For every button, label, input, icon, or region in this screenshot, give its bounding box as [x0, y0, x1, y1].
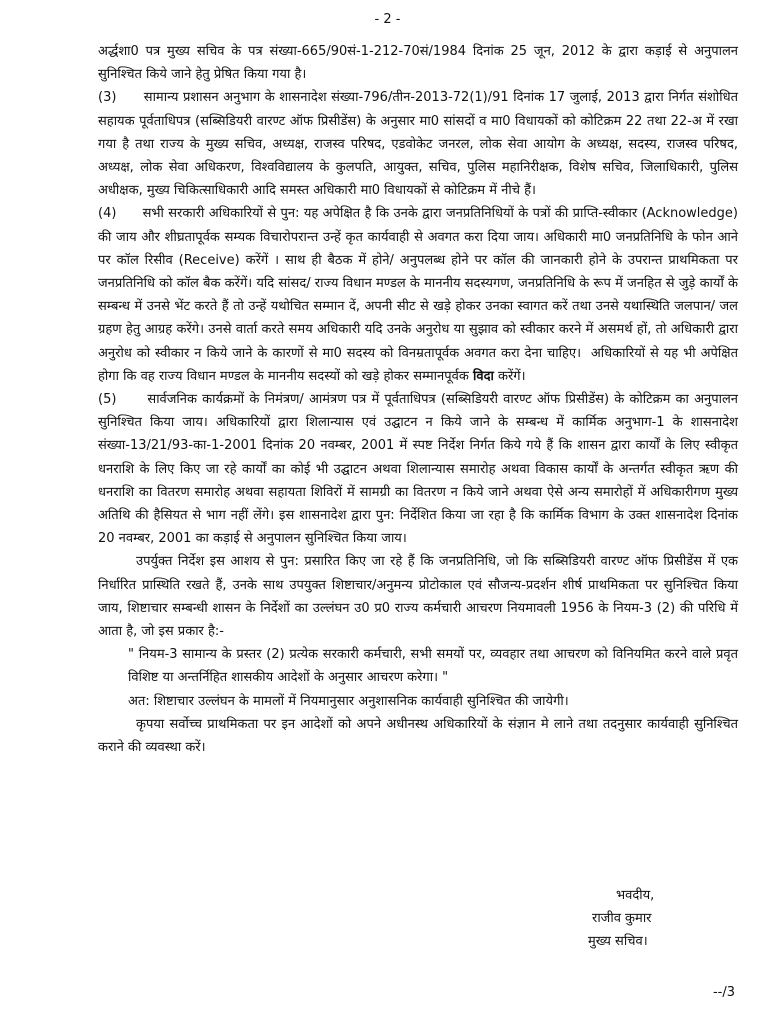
signatory-designation: मुख्य सचिव। — [588, 934, 648, 949]
paragraph-4-bold-word: विदा — [472, 368, 494, 384]
paragraph-instructions: उपर्युक्त निर्देश इस आशय से पुन: प्रसारित किए जा रहे हैं कि जनप्रतिनिधि, जो कि सब्सिडियरी वारण्ट ऑफ प्रिसीडेंस में एक निर्धारित प्रास्थिति रखते हैं, उनके साथ उपयुक्त शिष्टाचार/अनुमन्य प्रोटोकाल एवं सौजन्य-प्रदर्शन शीर्ष प्राथमिकता पर सुनिश्चित किया जाय, शिष्टाचार सम्बन्धी शासन के निर्देशों का उल्लंघन उ0 प्र0 राज्य कर्मचारी आचरण नियमावली 1956 के नियम-3 (2) की परिधि में आता है, जो इस प्रकार है:- — [98, 554, 738, 640]
rule-quote: " नियम-3 सामान्य के प्रस्तर (2) प्रत्येक सरकारी कर्मचारी, सभी समयों पर, व्यवहार तथा आचरण को विनियमित करने वाले प्रवृत विशिष्ट या अन्तर्निहित शासकीय आदेशों के अनुसार आचरण करेगा। " — [128, 647, 738, 686]
signatory-name: राजीव कुमार — [592, 911, 652, 926]
letter-body — [98, 40, 743, 759]
paragraph-5: (5) सार्वजनिक कार्यक्रमों के निमंत्रण/ आमंत्रण पत्र में पूर्वताधिपत्र (सब्सिडियरी वारण्ट ऑफ प्रिसीडेंस) के कोटिक्रम का अनुपालन सुनिश्चित किया जाय। अधिकारियों द्वारा शिलान्यास एवं उद्घाटन न किये जाने के सम्बन्ध में कार्मिक अनुभाग-1 के शासनादेश संख्या-13/21/93-का-1-2001 दिनांक 20 नवम्बर, 2001 में स्पष्ट निर्देश निर्गत किये गये हैं कि शासन द्वारा कार्यों के लिए स्वीकृत धनराशि के लिए किए जा रहे कार्यों का कोई भी उद्घाटन अथवा शिलान्यास समारोह अथवा विकास कार्यों के अन्तर्गत स्वीकृत ऋण की धनराशि का वितरण समारोह अथवा सहायता शिविरों में सामग्री का वितरण न किये जाने अथवा ऐसे अन्य समारोहों में अधिकारीगण मुख्य अतिथि की हैसियत से भाग नहीं लेंगे। इस शासनादेश द्वारा पुन: निर्देशित किया जा रहा है कि कार्मिक विभाग के उक्त शासनादेश दिनांक 20 नवम्बर, 2001 का कड़ाई से अनुपालन सुनिश्चित किया जाय। — [98, 392, 743, 547]
page-number: - 2 - — [374, 12, 401, 27]
paragraph-request: कृपया सर्वोच्च प्राथमिकता पर इन आदेशों को अपने अधीनस्थ अधिकारियों के संज्ञान मे लाने तथा तदनुसार कार्यवाही सुनिश्चित कराने की व्यवस्था करें। — [98, 716, 738, 756]
paragraph-4-text: (4) सभी सरकारी अधिकारियों से पुन: यह अपेक्षित है कि उनके द्वारा जनप्रतिनिधियों के पत्रों की प्राप्ति-स्वीकार (Acknowledge) की जाय और शीघ्रतापूर्वक सम्यक विचारोपरान्त उन्हें कृत कार्यवाही से अवगत करा दिया जाय। अधिकारी मा0 जनप्रतिनिधि के फोन आने पर कॉल रिसीव (Receive) करेंगें । साथ ही बैठक में होने/ अनुपलब्ध होने पर कॉल की जानकारी होने के उपरान्त प्राथमिकता पर जनप्रतिनिधि को कॉल बैक करेंगें। यदि सांसद/ राज्य विधान मण्डल के माननीय सदस्यगण, जनप्रतिनिधि के रूप में जनहित से जुड़े कार्यों के सम्बन्ध में उनसे भेंट करते हैं तो उन्हें यथोचित सम्मान दें, अपनी सीट से खड़े होकर उनका स्वागत करें तथा उनसे यथास्थिति जलपान/ जल ग्रहण हेतु आग्रह करेंगे। उनसे वार्ता करते समय अधिकारी यदि उनके अनुरोध या सुझाव को स्वीकार करने में असमर्थ हों, तो अधिकारी द्वारा अनुरोध को स्वीकार न किये जाने के कारणों से मा0 सदस्य को विनम्रतापूर्वक अवगत करा देना चाहिए। अधिकारियों से यह भी अपेक्षित होगा कि वह राज्य विधान मण्डल के माननीय सदस्यों को खड़े होकर सम्मानपूर्वक — [98, 206, 743, 384]
closing: भवदीय, — [616, 888, 655, 903]
continuation-marker: --/3 — [712, 985, 735, 1000]
paragraph-continuation: अर्द्धशा0 पत्र मुख्य सचिव के पत्र संख्या-665/90सं-1-212-70सं/1984 दिनांक 25 जून, 2012 के द्वारा कड़ाई से अनुपालन सुनिश्चित किये जाने हेतु प्रेषित किया गया है। — [98, 44, 738, 83]
paragraph-4 — [98, 202, 743, 388]
signature-block — [588, 884, 654, 953]
paragraph-3: (3) सामान्य प्रशासन अनुभाग के शासनादेश संख्या-796/तीन-2013-72(1)/91 दिनांक 17 जुलाई, 2013 द्वारा निर्गत संशोधित सहायक पूर्वताधिपत्र (सब्सिडियरी वारण्ट ऑफ प्रिसीडेंस) के अनुसार मा0 सांसदों व मा0 विधायकों को कोटिक्रम 22 तथा 22-अ में रखा गया है तथा राज्य के मुख्य सचिव, अध्यक्ष, राजस्व परिषद, एडवोकेट जनरल, लोक सेवा आयोग के अध्यक्ष, सदस्य, राजस्व परिषद, अध्यक्ष, लोक सेवा अधिकरण, विश्वविद्यालय के कुलपति, आयुक्त, सचिव, पुलिस महानिरीक्षक, विशेष सचिव, जिलाधिकारी, पुलिस अधीक्षक, मुख्य चिकित्साधिकारी आदि समस्त अधिकारी मा0 विधायकों से कोटिक्रम में नीचे हैं। — [98, 90, 743, 199]
paragraph-disciplinary: अत: शिष्टाचार उल्लंघन के मामलों में नियमानुसार अनुशासनिक कार्यवाही सुनिश्चित की जायेगी। — [128, 693, 569, 709]
paragraph-4-end: करेंगें। — [493, 368, 526, 384]
